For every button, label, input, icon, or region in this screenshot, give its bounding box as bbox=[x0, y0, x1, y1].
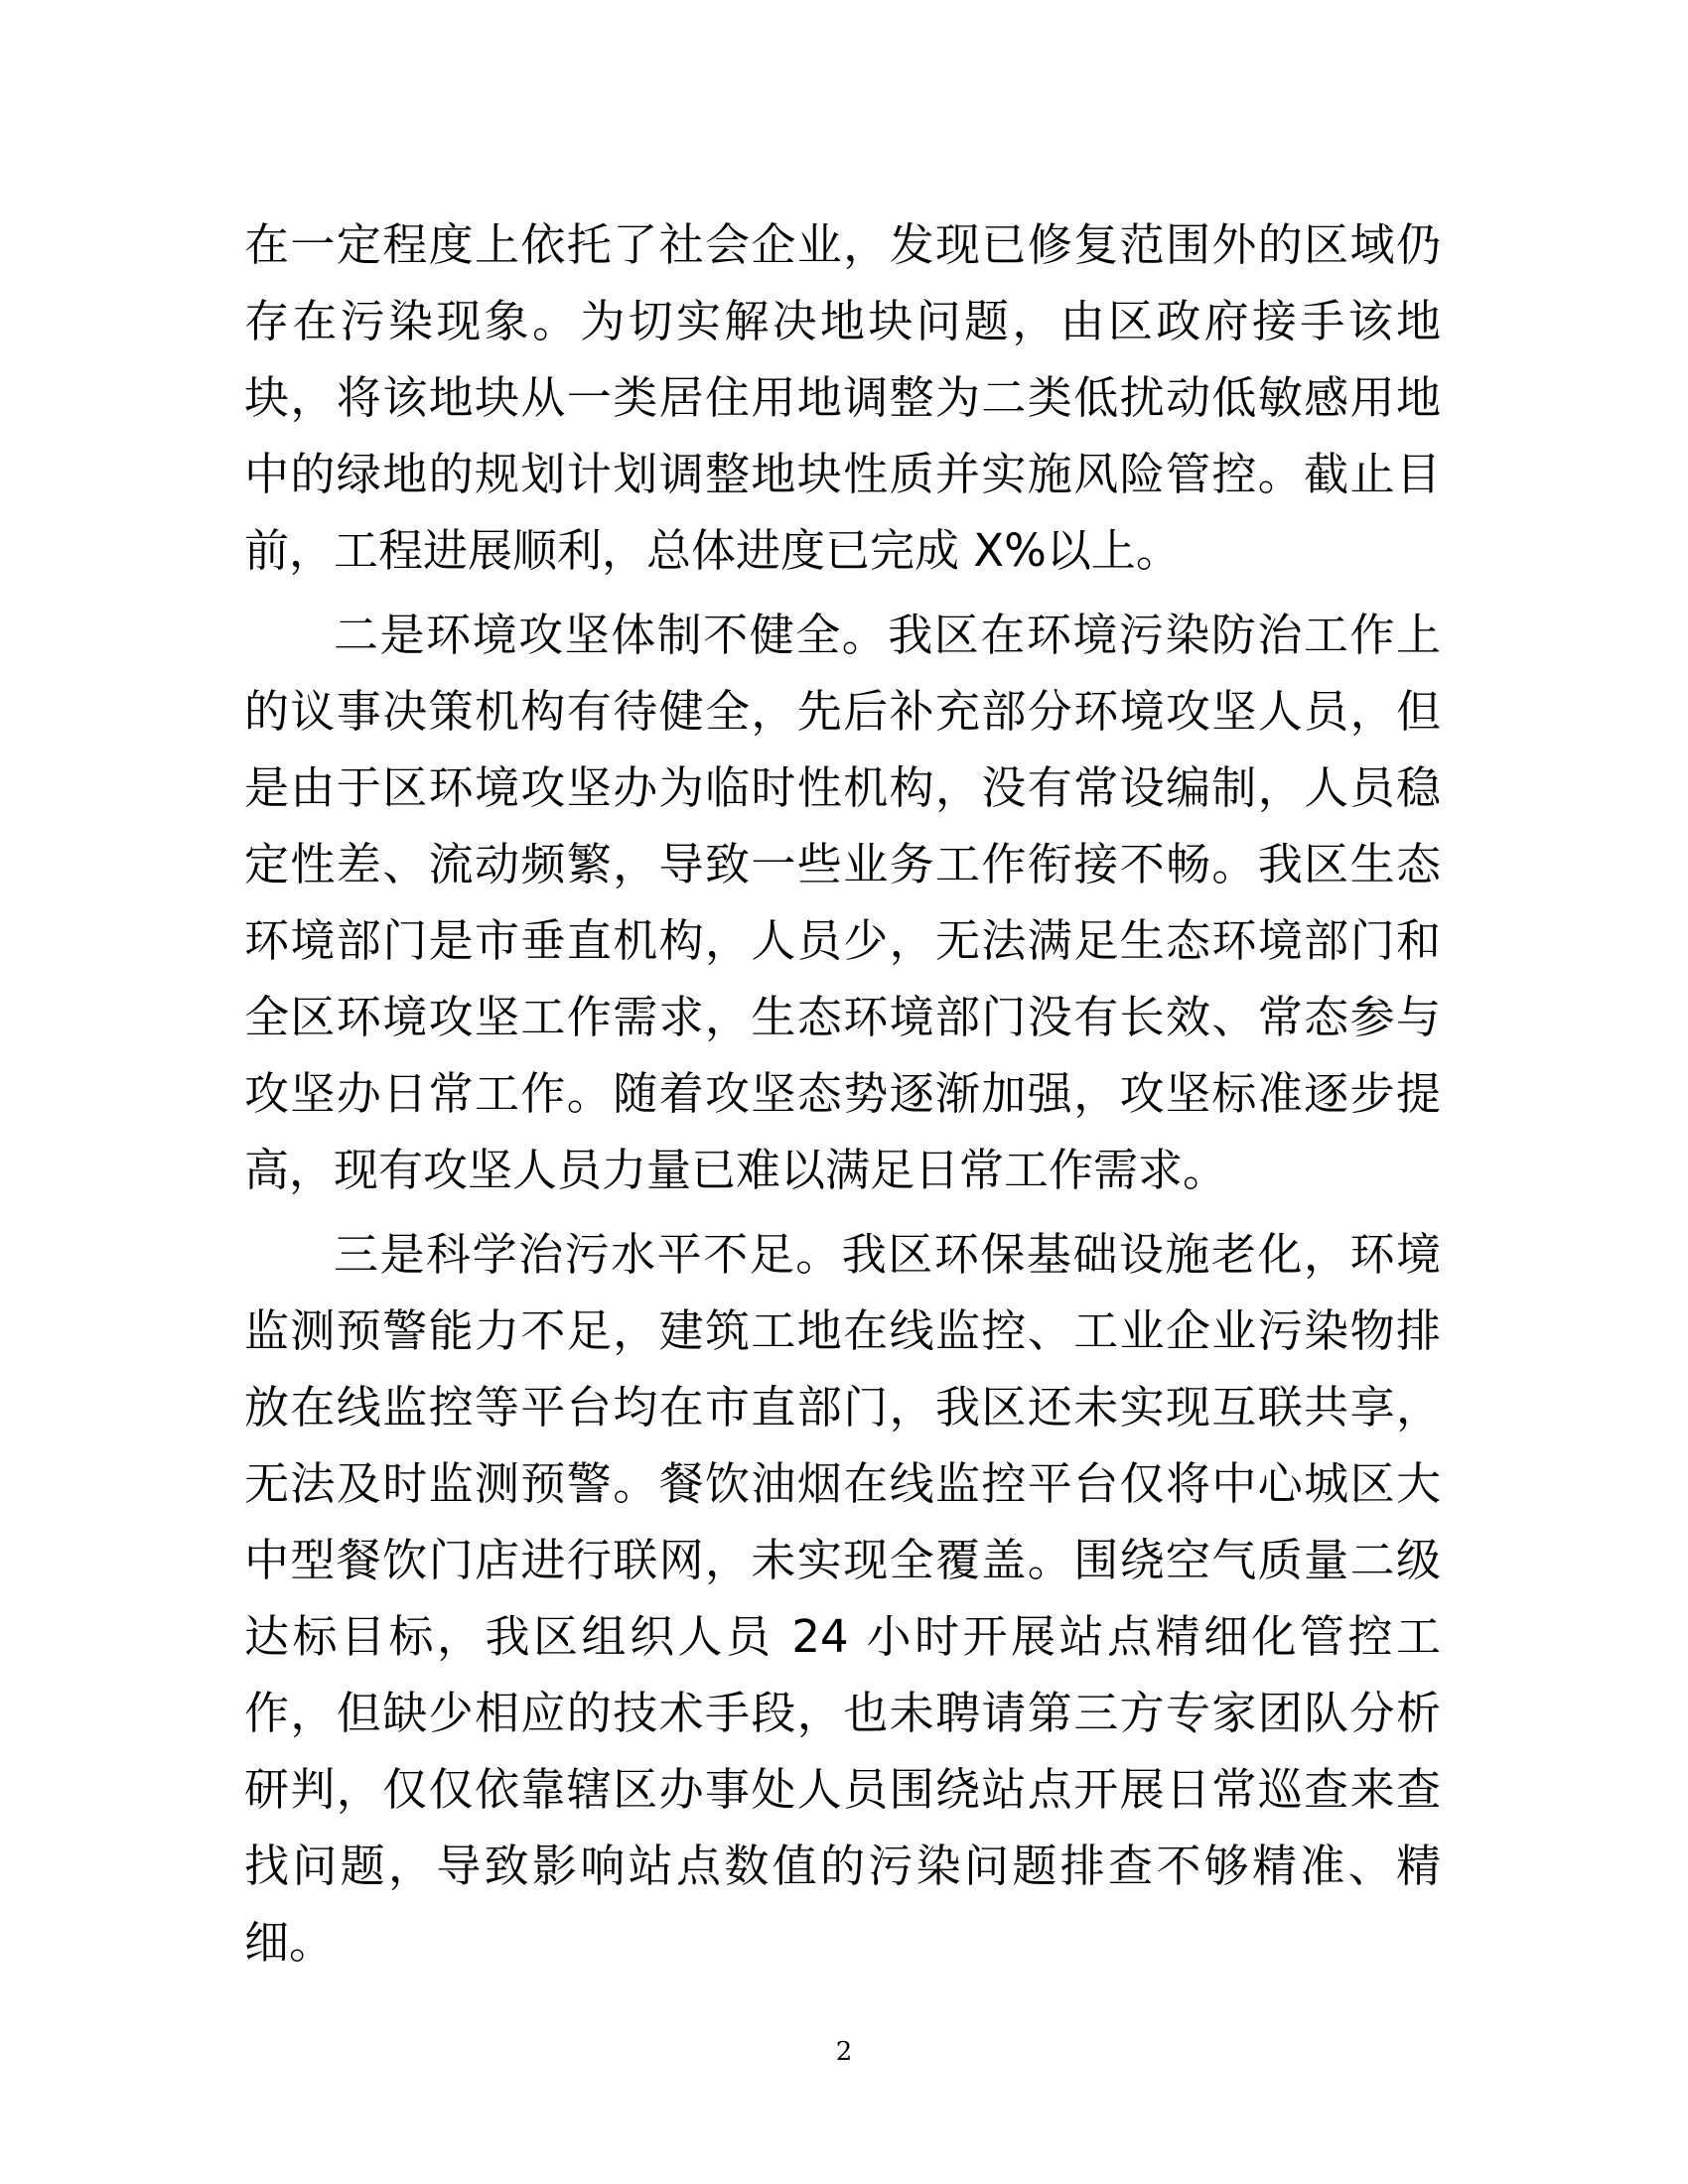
document-body bbox=[244, 206, 1441, 1988]
page-number: 2 bbox=[835, 2037, 853, 2067]
paragraph-environment-system: 二是环境攻坚体制不健全。我区在环境污染防治工作上的议事决策机构有待健全，先后补充部分环境攻坚人员，但是由于区环境攻坚办为临时性机构，没有常设编制，人员稳定性差、流动频繁，导致一些业务工作衔接不畅。我区生态环境部门是市垂直机构，人员少，无法满足生态环境部门和全区环境攻坚工作需求，生态环境部门没有长效、常态参与攻坚办日常工作。随着攻坚态势逐渐加强，攻坚标准逐步提高，现有攻坚人员力量已难以满足日常工作需求。 bbox=[244, 609, 1441, 1196]
paragraph-continuation: 在一定程度上依托了社会企业，发现已修复范围外的区域仍存在污染现象。为切实解决地块问题，由区政府接手该地块，将该地块从一类居住用地调整为二类低扰动低敏感用地中的绿地的规划计划调整地块性质并实施风险管控。截止目前，工程进展顺利，总体进度已完成 X%以上。 bbox=[244, 218, 1441, 577]
paragraph-scientific-pollution-control: 三是科学治污水平不足。我区环保基础设施老化，环境监测预警能力不足，建筑工地在线监控、工业企业污染物排放在线监控等平台均在市直部门，我区还未实现互联共享，无法及时监测预警。餐饮油烟在线监控平台仅将中心城区大中型餐饮门店进行联网，未实现全覆盖。围绕空气质量二级达标目标，我区组织人员 24 小时开展站点精细化管控工作，但缺少相应的技术手段，也未聘请第三方专家团队分析研判，仅仅依靠辖区办事处人员围绕站点开展日常巡查来查找问题，导致影响站点数值的污染问题排查不够精准、精细。 bbox=[244, 1228, 1441, 1969]
